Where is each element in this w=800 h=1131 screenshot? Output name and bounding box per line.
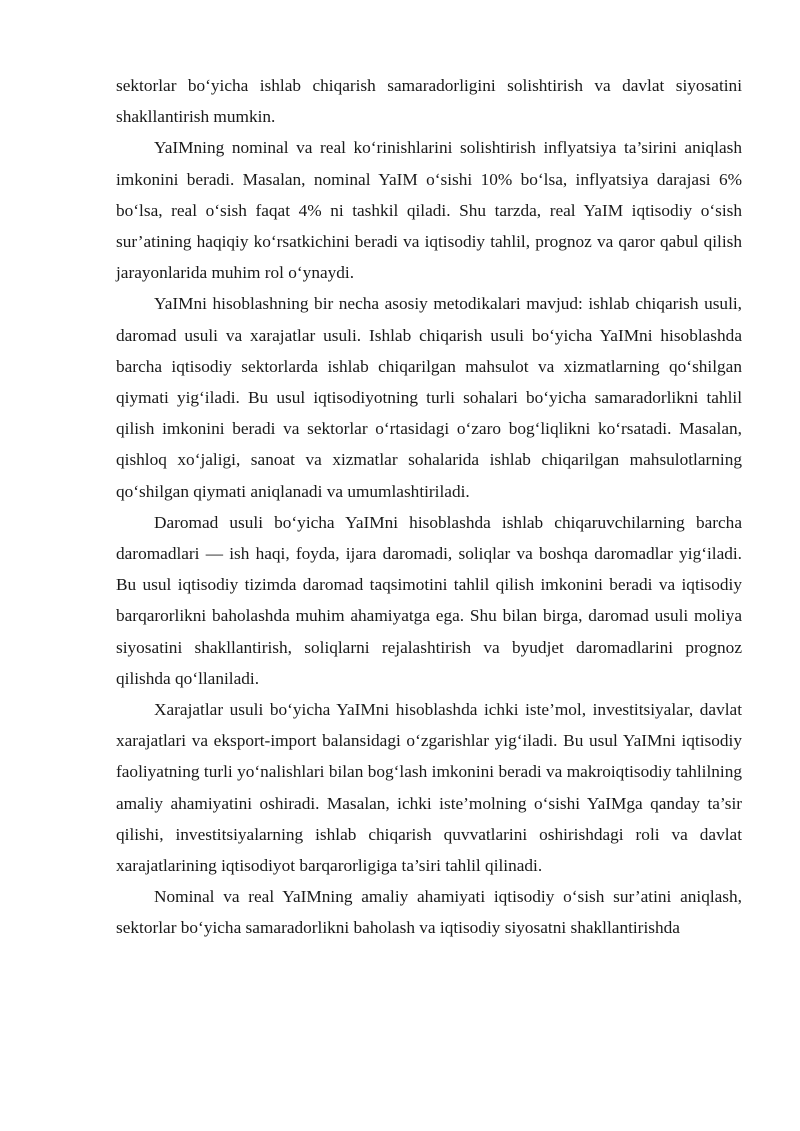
paragraph-nominal-real-comparison: YaIMning nominal va real ko‘rinishlarini solishtirish inflyatsiya ta’sirini aniqlash imkonini beradi. Masalan, nominal YaIM o‘sishi 10% bo‘lsa, inflyatsiya darajasi 6% bo‘lsa, real o‘sish faqat 4% ni tashkil qiladi. Shu tarzda, real YaIM iqtisodiy o‘sish sur’atining haqiqiy ko‘rsatkichini beradi va iqtisodiy tahlil, prognoz va qaror qabul qilish jarayonlarida muhim rol o‘ynaydi. xyxy=(116,138,742,283)
paragraph-income-method: Daromad usuli bo‘yicha YaIMni hisoblashda ishlab chiqaruvchilarning barcha daromadlari — ish haqi, foyda, ijara daromadi, soliqlar va boshqa daromadlar yig‘iladi. Bu usul iqtisodiy tizimda daromad taqsimotini tahlil qilish imkonini beradi va iqtisodiy barqarorlikni baholashda muhim ahamiyatga ega. Shu bilan birga, daromad usuli moliya siyosatini shakllantirish, soliqlarni rejalashtirish va byudjet daromadlarini prognoz qilishda qo‘llaniladi. xyxy=(116,512,742,688)
paragraph-practical-importance: Nominal va real YaIMning amaliy ahamiyati iqtisodiy o‘sish sur’atini aniqlash, sektorlar bo‘yicha samaradorlikni baholash va iqtisodiy siyosatni shakllantirishda xyxy=(116,887,742,938)
paragraph-calculation-methods: YaIMni hisoblashning bir necha asosiy metodikalari mavjud: ishlab chiqarish usuli, daromad usuli va xarajatlar usuli. Ishlab chiqarish usuli bo‘yicha YaIMni hisoblashda barcha iqtisodiy sektorlarda ishlab chiqarilgan mahsulot va xizmatlarning qo‘shilgan qiymati yig‘iladi. Bu usul iqtisodiyotning turli sohalari bo‘yicha samaradorlikni tahlil qilish imkonini beradi va sektorlar o‘rtasidagi o‘zaro bog‘liqlikni ko‘rsatadi. Masalan, qishloq xo‘jaligi, sanoat va xizmatlar sohalarida ishlab chiqarilgan mahsulotlarning qo‘shilgan qiymati aniqlanadi va umumlashtiriladi. xyxy=(116,294,742,501)
paragraph-continuation: sektorlar bo‘yicha ishlab chiqarish samaradorligini solishtirish va davlat siyosatini shakllantirish mumkin. xyxy=(116,76,742,127)
document-body xyxy=(116,70,742,944)
paragraph-expenditure-method: Xarajatlar usuli bo‘yicha YaIMni hisoblashda ichki iste’mol, investitsiyalar, davlat xarajatlari va eksport-import balansidagi o‘zgarishlar yig‘iladi. Bu usul YaIMni iqtisodiy faoliyatning turli yo‘nalishlari bilan bog‘lash imkonini beradi va makroiqtisodiy tahlilning amaliy ahamiyatini oshiradi. Masalan, ichki iste’molning o‘sishi YaIMga qanday ta’sir qilishi, investitsiyalarning ishlab chiqarish quvvatlarini oshirishdagi roli va davlat xarajatlarining iqtisodiyot barqarorligiga ta’siri tahlil qilinadi. xyxy=(116,700,742,876)
